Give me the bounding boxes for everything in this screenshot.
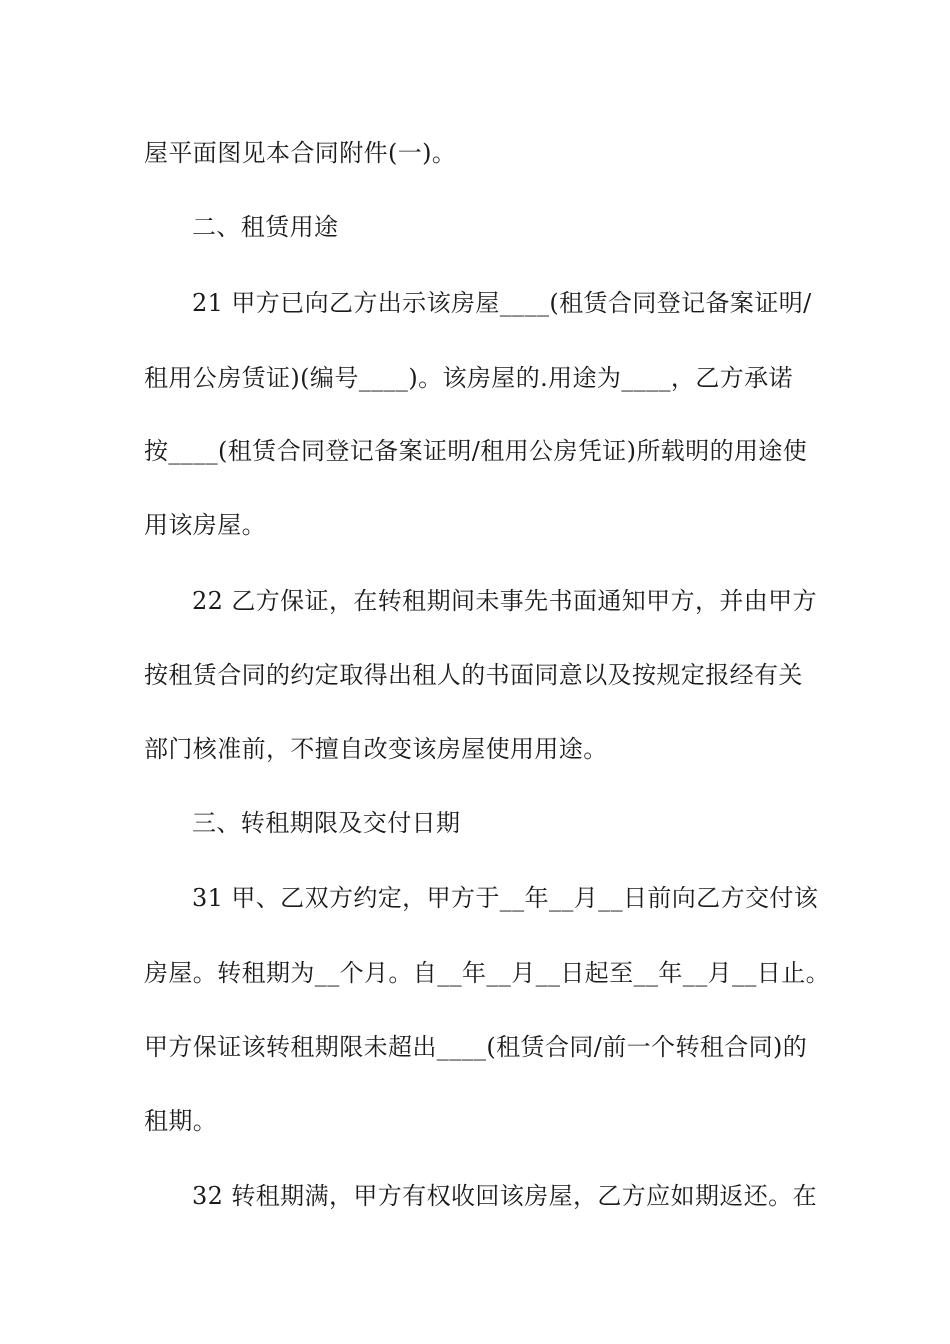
clause-paragraph-line: 22 乙方保证，在转租期间未事先书面通知甲方，并由甲方 [192, 587, 817, 615]
text-line: 租期。 [144, 1107, 218, 1135]
text-line: 按____(租赁合同登记备案证明/租用公房凭证)所载明的用途使 [144, 437, 808, 465]
text-line: 部门核准前，不擅自改变该房屋使用用途。 [144, 735, 608, 763]
text-line: 租用公房赁证)(编号____)。该房屋的.用途为____，乙方承诺 [144, 364, 793, 392]
text-line: 按租赁合同的约定取得出租人的书面同意以及按规定报经有关 [144, 661, 803, 689]
section-heading: 二、租赁用途 [192, 213, 339, 241]
clause-paragraph-line: 32 转租期满，甲方有权收回该房屋，乙方应如期返还。在 [192, 1182, 817, 1210]
text-line: 甲方保证该转租期限未超出____(租赁合同/前一个转租合同)的 [144, 1033, 808, 1061]
text-line: 屋平面图见本合同附件(一)。 [144, 139, 457, 167]
section-heading: 三、转租期限及交付日期 [192, 809, 461, 837]
clause-paragraph-line: 21 甲方已向乙方出示该房屋____(租赁合同登记备案证明/ [192, 289, 812, 317]
clause-paragraph-line: 31 甲、乙双方约定，甲方于__年__月__日前向乙方交付该 [192, 884, 819, 912]
text-line: 房屋。转租期为__个月。自__年__月__日起至__年__月__日止。 [144, 959, 830, 987]
text-line: 用该房屋。 [144, 511, 266, 539]
